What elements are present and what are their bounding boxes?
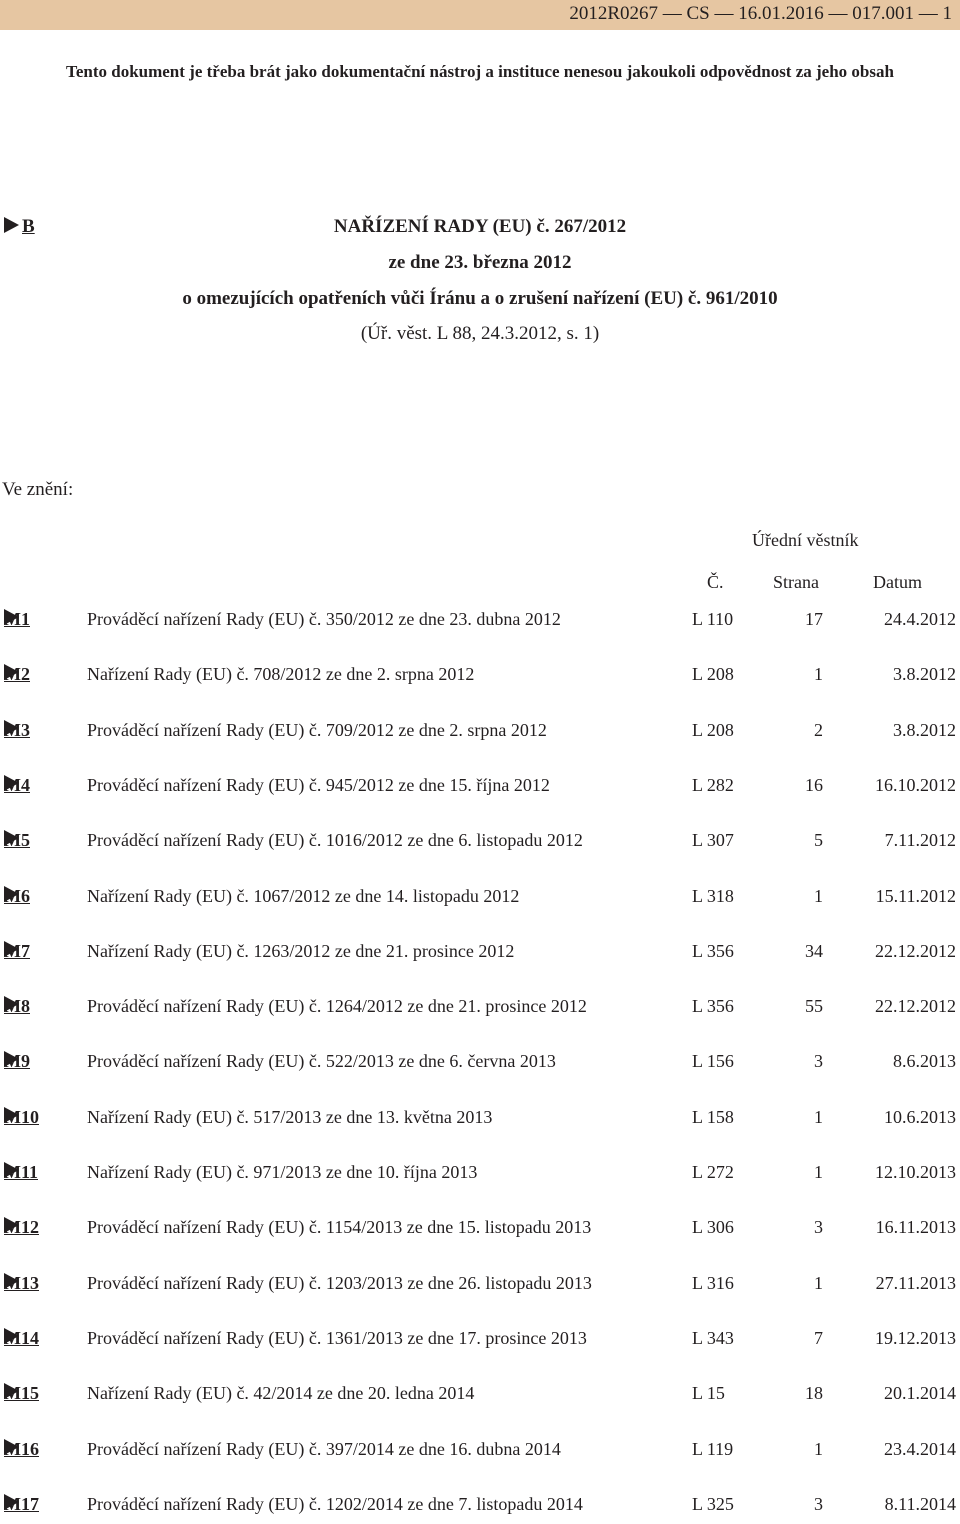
journal-number: L 119 (692, 1439, 734, 1459)
journal-page: 18 (805, 1383, 823, 1403)
journal-page: 1 (814, 1107, 823, 1127)
journal-number: L 343 (692, 1328, 734, 1348)
table-row (0, 1273, 960, 1303)
table-row (0, 1439, 960, 1469)
journal-date: 19.12.2013 (875, 1328, 956, 1348)
journal-number: L 15 (692, 1383, 725, 1403)
table-row (0, 1383, 960, 1413)
table-row (0, 830, 960, 860)
triangle-right-icon (4, 720, 19, 736)
amendment-marker[interactable] (4, 886, 30, 907)
amendment-marker[interactable] (4, 1383, 39, 1404)
marker-code: M15 (4, 1383, 39, 1403)
journal-page: 3 (814, 1051, 823, 1071)
amendment-description: Prováděcí nařízení Rady (EU) č. 397/2014 ze dne 16. dubna 2014 (87, 1439, 561, 1459)
marker-code: M8 (4, 996, 30, 1016)
table-row (0, 941, 960, 971)
journal-page: 2 (814, 720, 823, 740)
journal-page: 55 (805, 996, 823, 1016)
column-header-number: Č. (707, 572, 724, 592)
marker-code: M14 (4, 1328, 39, 1348)
marker-code: M16 (4, 1439, 39, 1459)
journal-number: L 156 (692, 1051, 734, 1071)
journal-page: 1 (814, 886, 823, 906)
marker-code: M1 (4, 609, 30, 629)
amendment-marker[interactable] (4, 1273, 39, 1294)
amendment-description: Prováděcí nařízení Rady (EU) č. 1154/2013 ze dne 15. listopadu 2013 (87, 1217, 592, 1237)
triangle-right-icon (4, 775, 19, 791)
amendment-marker[interactable] (4, 1439, 39, 1460)
journal-date: 16.10.2012 (875, 775, 956, 795)
amendment-marker[interactable] (4, 1217, 39, 1238)
marker-code: M5 (4, 830, 30, 850)
journal-page: 17 (805, 609, 823, 629)
journal-date: 20.1.2014 (884, 1383, 956, 1403)
journal-page: 3 (814, 1217, 823, 1237)
amendment-description: Prováděcí nařízení Rady (EU) č. 945/2012 ze dne 15. října 2012 (87, 775, 550, 795)
journal-number: L 316 (692, 1273, 734, 1293)
column-header-page: Strana (773, 572, 819, 592)
triangle-right-icon (4, 996, 19, 1012)
amendment-description: Nařízení Rady (EU) č. 42/2014 ze dne 20. ledna 2014 (87, 1383, 475, 1403)
triangle-right-icon (4, 1051, 19, 1067)
amendment-description: Nařízení Rady (EU) č. 517/2013 ze dne 13. května 2013 (87, 1107, 493, 1127)
amendment-marker[interactable] (4, 830, 30, 851)
marker-code: M11 (4, 1162, 38, 1182)
amendment-description: Prováděcí nařízení Rady (EU) č. 350/2012 ze dne 23. dubna 2012 (87, 609, 561, 629)
journal-page: 3 (814, 1494, 823, 1514)
marker-code: M13 (4, 1273, 39, 1293)
amendment-description: Prováděcí nařízení Rady (EU) č. 1361/2013 ze dne 17. prosince 2013 (87, 1328, 587, 1348)
journal-page: 1 (814, 1273, 823, 1293)
amendment-description: Nařízení Rady (EU) č. 1067/2012 ze dne 14. listopadu 2012 (87, 886, 520, 906)
table-row (0, 775, 960, 805)
document-header-bar (0, 0, 960, 30)
amendment-description: Nařízení Rady (EU) č. 708/2012 ze dne 2. srpna 2012 (87, 664, 475, 684)
amendment-description: Prováděcí nařízení Rady (EU) č. 1016/2012 ze dne 6. listopadu 2012 (87, 830, 583, 850)
triangle-right-icon (4, 1383, 19, 1399)
triangle-right-icon (4, 1328, 19, 1344)
table-row (0, 720, 960, 750)
journal-number: L 208 (692, 720, 734, 740)
journal-date: 27.11.2013 (875, 1273, 956, 1293)
amendment-marker[interactable] (4, 996, 30, 1017)
amendment-description: Prováděcí nařízení Rady (EU) č. 709/2012 ze dne 2. srpna 2012 (87, 720, 547, 740)
journal-date: 8.6.2013 (893, 1051, 956, 1071)
journal-date: 24.4.2012 (884, 609, 956, 629)
column-header-official-journal: Úřední věstník (752, 530, 859, 550)
triangle-right-icon (4, 664, 19, 680)
amendment-description: Prováděcí nařízení Rady (EU) č. 1203/2013 ze dne 26. listopadu 2013 (87, 1273, 592, 1293)
table-row (0, 1051, 960, 1081)
marker-code: B (22, 216, 35, 237)
regulation-title: NAŘÍZENÍ RADY (EU) č. 267/2012 (333, 216, 627, 237)
journal-date: 12.10.2013 (875, 1162, 956, 1182)
table-row (0, 996, 960, 1026)
triangle-right-icon (4, 830, 19, 846)
journal-page: 5 (814, 830, 823, 850)
disclaimer-text: Tento dokument je třeba brát jako dokumentační nástroj a instituce nenesou jakoukoli odpovědnost za jeho obsah (66, 62, 894, 81)
table-row (0, 609, 960, 639)
table-row (0, 886, 960, 916)
journal-number: L 318 (692, 886, 734, 906)
regulation-date: ze dne 23. března 2012 (388, 252, 572, 273)
journal-date: 10.6.2013 (884, 1107, 956, 1127)
regulation-subject: o omezujících opatřeních vůči Íránu a o zrušení nařízení (EU) č. 961/2010 (182, 288, 778, 309)
marker-code: M2 (4, 664, 30, 684)
journal-number: L 282 (692, 775, 734, 795)
amended-by-label: Ve znění: (2, 479, 74, 500)
marker-code: M3 (4, 720, 30, 740)
amendment-marker[interactable] (4, 1494, 39, 1515)
journal-number: L 356 (692, 996, 734, 1016)
amendment-description: Prováděcí nařízení Rady (EU) č. 1202/2014 ze dne 7. listopadu 2014 (87, 1494, 583, 1514)
document-header-text: 2012R0267 — CS — 16.01.2016 — 017.001 — 1 (569, 3, 952, 24)
journal-number: L 356 (692, 941, 734, 961)
marker-code: M4 (4, 775, 30, 795)
journal-date: 22.12.2012 (875, 996, 956, 1016)
journal-number: L 307 (692, 830, 734, 850)
column-header-date: Datum (873, 572, 922, 592)
amendment-description: Nařízení Rady (EU) č. 1263/2012 ze dne 21. prosince 2012 (87, 941, 515, 961)
amendment-marker[interactable] (4, 1051, 30, 1072)
journal-number: L 158 (692, 1107, 734, 1127)
journal-number: L 306 (692, 1217, 734, 1237)
table-row (0, 1162, 960, 1192)
journal-number: L 325 (692, 1494, 734, 1514)
journal-date: 16.11.2013 (875, 1217, 956, 1237)
journal-date: 8.11.2014 (884, 1494, 956, 1514)
amendment-marker[interactable] (4, 775, 30, 796)
triangle-right-icon (4, 1494, 19, 1510)
table-row (0, 664, 960, 694)
journal-date: 3.8.2012 (893, 720, 956, 740)
amendment-description: Prováděcí nařízení Rady (EU) č. 1264/2012 ze dne 21. prosince 2012 (87, 996, 587, 1016)
journal-date: 15.11.2012 (875, 886, 956, 906)
triangle-right-icon (4, 1439, 19, 1455)
regulation-reference: (Úř. věst. L 88, 24.3.2012, s. 1) (360, 323, 600, 344)
journal-number: L 272 (692, 1162, 734, 1182)
journal-page: 34 (805, 941, 823, 961)
table-row (0, 1328, 960, 1358)
journal-number: L 208 (692, 664, 734, 684)
triangle-right-icon (4, 1107, 19, 1123)
journal-date: 22.12.2012 (875, 941, 956, 961)
marker-code: M17 (4, 1494, 39, 1514)
amendment-description: Nařízení Rady (EU) č. 971/2013 ze dne 10. října 2013 (87, 1162, 478, 1182)
triangle-right-icon (4, 1217, 19, 1233)
marker-code: M10 (4, 1107, 39, 1127)
table-row (0, 1217, 960, 1247)
amendment-marker[interactable] (4, 1328, 39, 1349)
amendment-marker[interactable] (4, 664, 30, 685)
marker-code: M9 (4, 1051, 30, 1071)
amendment-marker[interactable] (4, 1162, 38, 1183)
amendment-marker[interactable] (4, 720, 30, 741)
journal-page: 1 (814, 1439, 823, 1459)
marker-code: M12 (4, 1217, 39, 1237)
journal-page: 1 (814, 664, 823, 684)
journal-page: 16 (805, 775, 823, 795)
journal-date: 3.8.2012 (893, 664, 956, 684)
amendment-marker[interactable] (4, 941, 30, 962)
journal-date: 23.4.2014 (884, 1439, 956, 1459)
triangle-right-icon (4, 941, 19, 957)
table-row (0, 1107, 960, 1137)
journal-date: 7.11.2012 (884, 830, 956, 850)
triangle-right-icon (4, 1273, 19, 1289)
journal-page: 1 (814, 1162, 823, 1182)
triangle-right-icon (4, 1162, 19, 1178)
amendment-description: Prováděcí nařízení Rady (EU) č. 522/2013 ze dne 6. června 2013 (87, 1051, 556, 1071)
triangle-right-icon (4, 886, 19, 902)
amendment-marker[interactable] (4, 609, 30, 630)
amendment-marker[interactable] (4, 1107, 39, 1128)
table-row (0, 1494, 960, 1524)
marker-code: M6 (4, 886, 30, 906)
marker-code: M7 (4, 941, 30, 961)
triangle-right-icon (4, 609, 19, 625)
journal-page: 7 (814, 1328, 823, 1348)
journal-number: L 110 (692, 609, 734, 629)
